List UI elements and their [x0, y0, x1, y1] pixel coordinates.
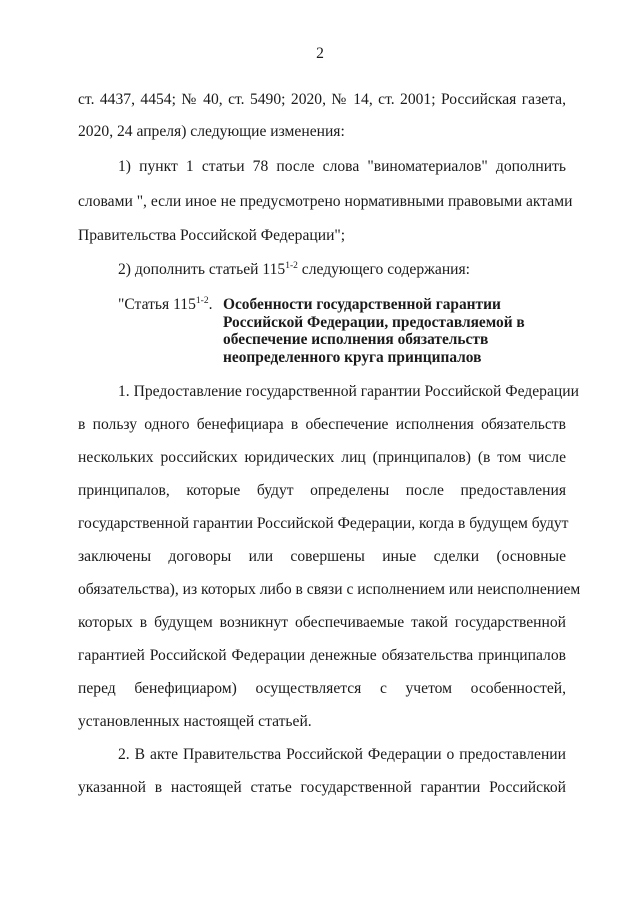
item1-line-3: Правительства Российской Федерации"; [78, 227, 346, 244]
article-label-superscript: 1-2 [195, 296, 209, 306]
article-title-line-3: обеспечение исполнения обязательств [223, 331, 489, 348]
article-title [223, 296, 543, 366]
item2-line [118, 261, 606, 281]
item1-line-1: 1) пункт 1 статьи 78 после слова "виноматериалов" дополнить [118, 158, 566, 175]
clause1-line-7: обязательства), из которых либо в связи с исполнением или неисполнением [78, 581, 581, 598]
clause1-line-11: установленных настоящей статьей. [78, 713, 312, 730]
clause1-line-1: 1. Предоставление государственной гарантии Российской Федерации [118, 383, 579, 400]
article-label-text: "Статья 115 [118, 296, 196, 313]
article-title-line-1: Особенности государственной гарантии [223, 296, 501, 313]
clause2-line-1: 2. В акте Правительства Российской Федерации о предоставлении [118, 746, 566, 763]
clause1-line-6: заключены договоры или совершены иные сделки (основные [78, 548, 566, 565]
item2-superscript: 1-2 [285, 261, 298, 271]
article-title-line-4: неопределенного круга принципалов [223, 348, 482, 366]
clause2-line-2: указанной в настоящей статье государственной гарантии Российской [78, 779, 566, 796]
clause1-line-8: которых в будущем возникнут обеспечиваемые такой государственной [78, 614, 566, 631]
article-label [118, 296, 212, 316]
item2-text: 2) дополнить статьей 115 [118, 261, 286, 278]
page-number: 2 [316, 45, 324, 62]
intro-line-1: ст. 4437, 4454; № 40, ст. 5490; 2020, № 14, ст. 2001; Российская газета, [78, 91, 566, 108]
article-title-line-2: Российской Федерации, предоставляемой в [223, 313, 525, 331]
clause1-line-2: в пользу одного бенефициара в обеспечение исполнения обязательств [78, 416, 566, 433]
intro-line-2: 2020, 24 апреля) следующие изменения: [78, 123, 345, 140]
clause1-line-10: перед бенефициаром) осуществляется с учетом особенностей, [78, 680, 566, 697]
clause1-line-3: нескольких российских юридических лиц (принципалов) (в том числе [78, 449, 566, 466]
clause1-line-4: принципалов, которые будут определены после предоставления [78, 482, 566, 499]
article-label-dot: . [208, 296, 213, 313]
item2-text-after: следующего содержания: [297, 261, 471, 278]
item1-line-2: словами ", если иное не предусмотрено нормативными правовыми актами [78, 193, 573, 210]
clause1-line-9: гарантией Российской Федерации денежные обязательства принципалов [78, 647, 566, 664]
clause1-line-5: государственной гарантии Российской Федерации, когда в будущем будут [78, 515, 569, 532]
